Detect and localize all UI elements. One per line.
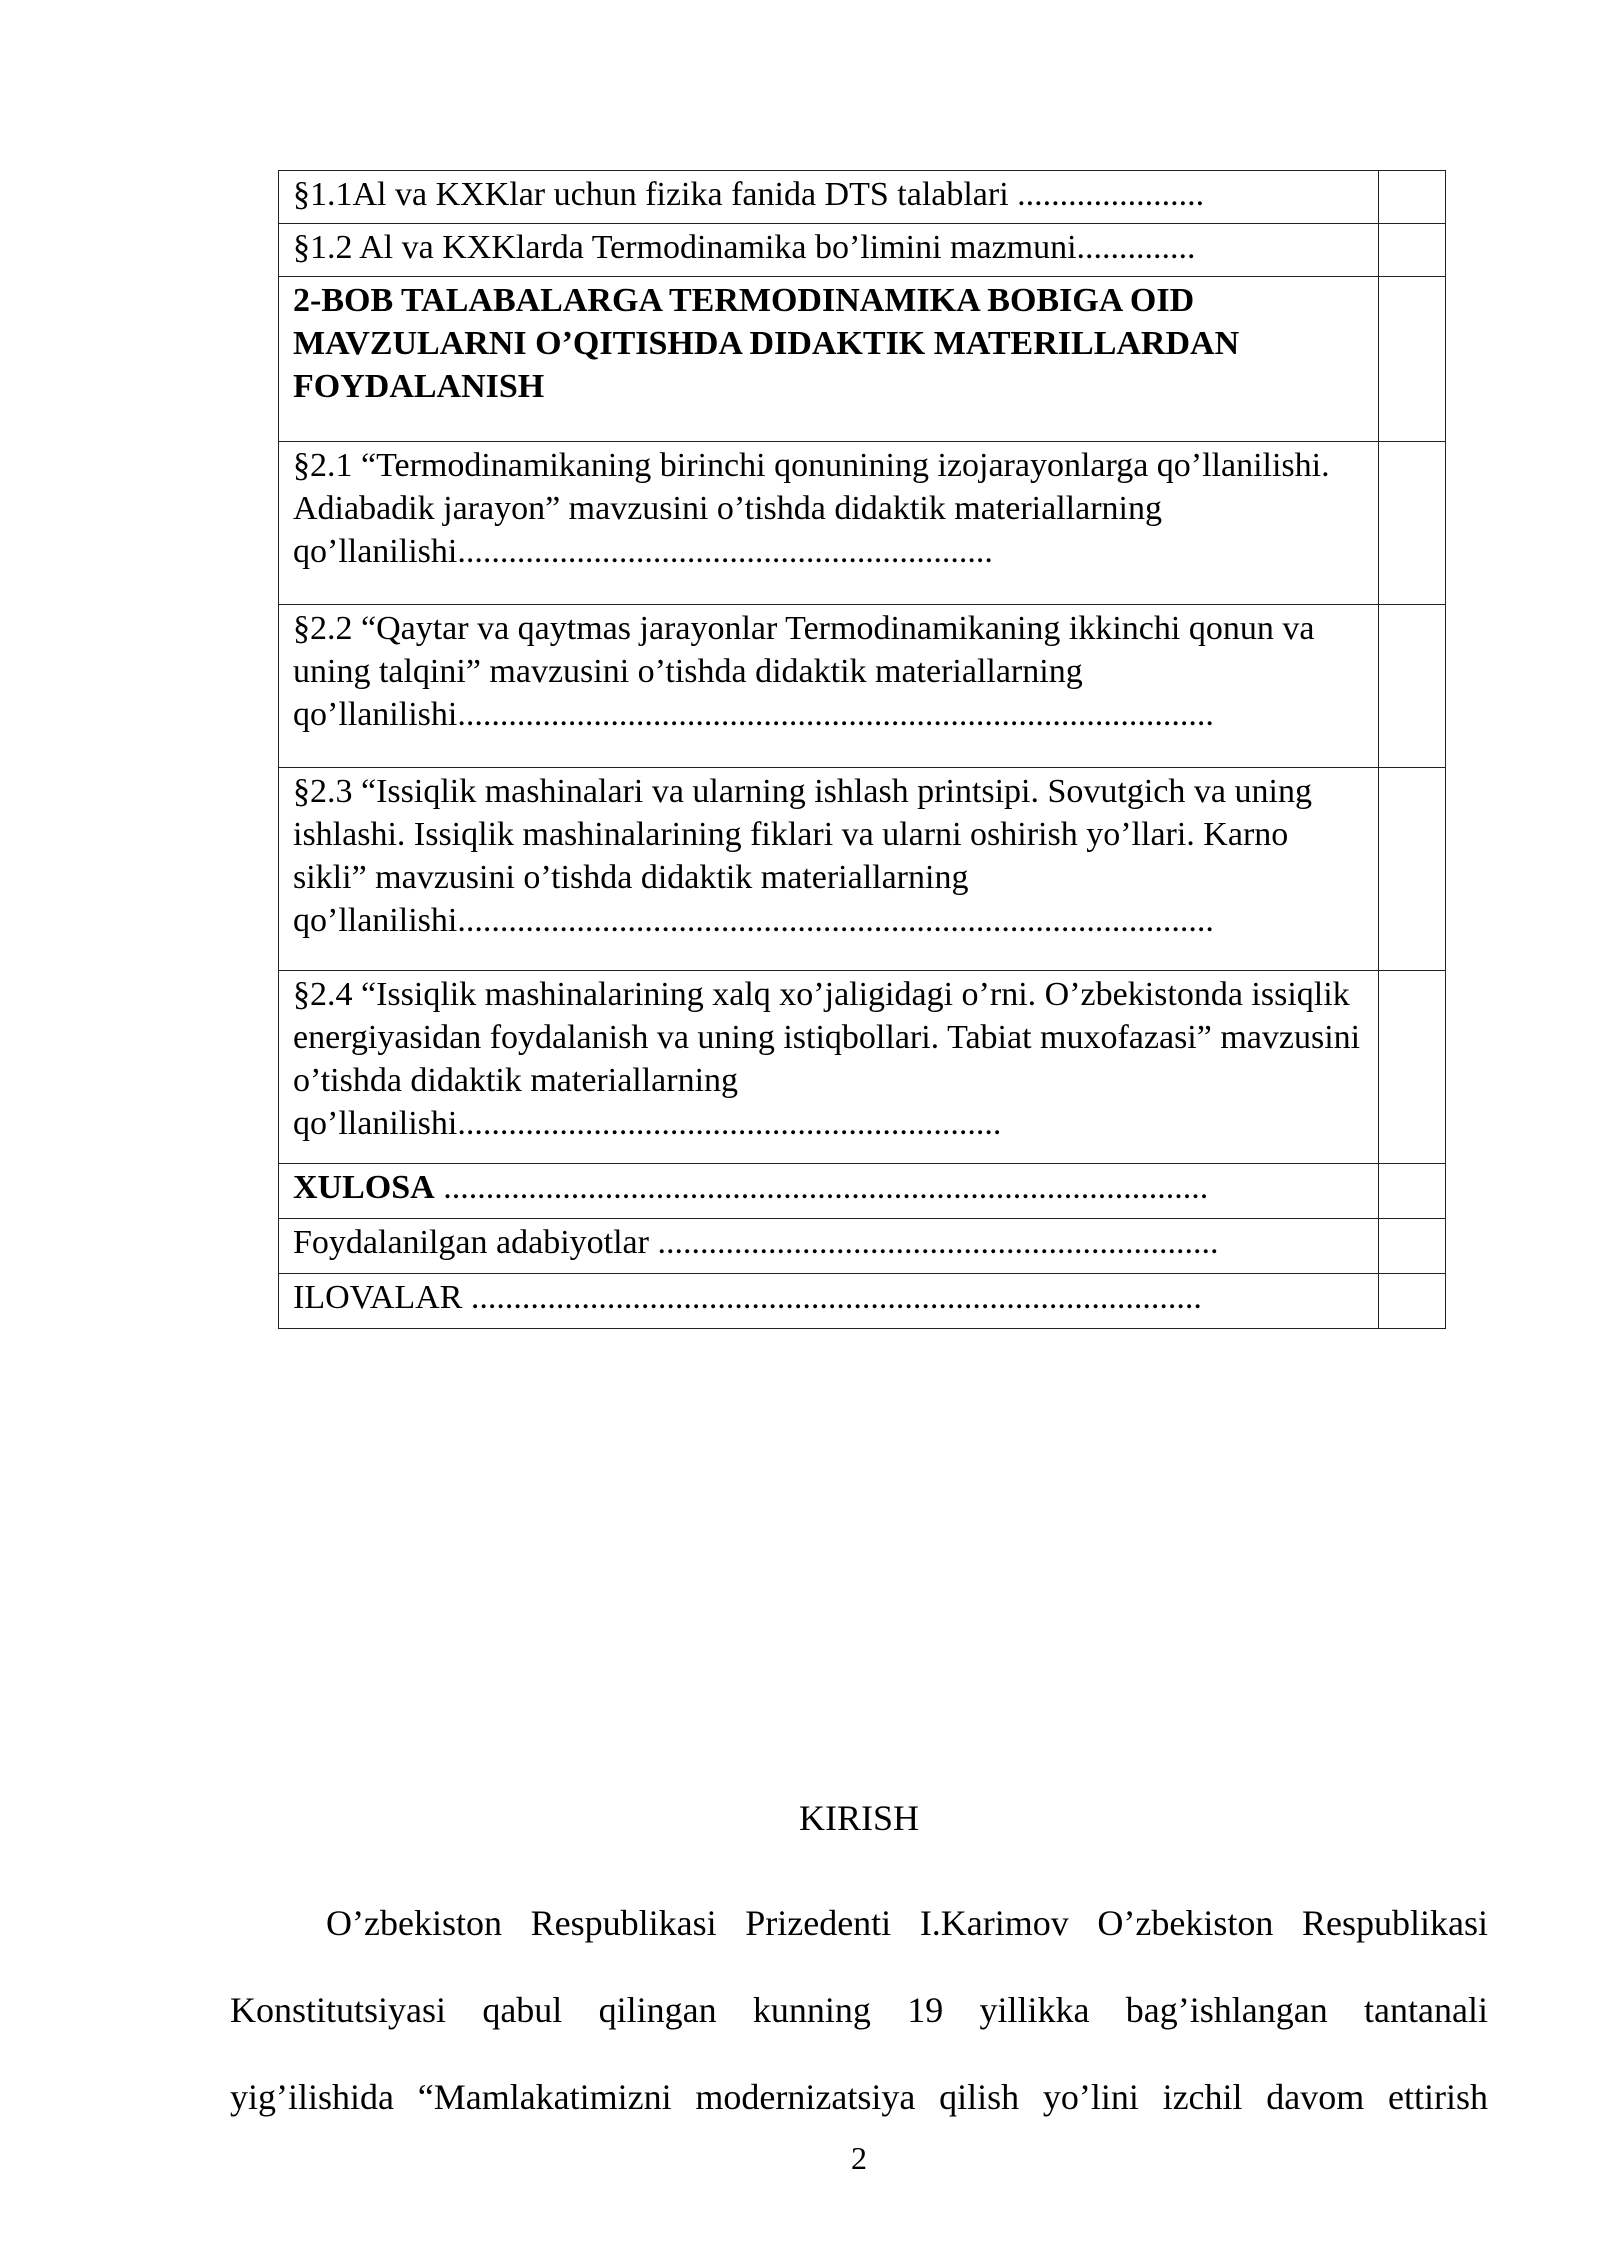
toc-row [279, 1274, 1446, 1329]
toc-entry-1-2: §1.2 Al va KXKlarda Termodinamika bo’limini mazmuni.............. [279, 224, 1379, 277]
page-number: 2 [851, 2140, 867, 2176]
paragraph-line: Konstitutsiyasi qabul qilingan kunning 19 yillikka bag’ishlangan tantanali [230, 1990, 1488, 2030]
table-of-contents [278, 170, 1446, 1329]
toc-page-cell [1379, 971, 1446, 1164]
toc-row [279, 971, 1446, 1164]
toc-entry-2-4: §2.4 “Issiqlik mashinalarining xalq xo’jaligidagi o’rni. O’zbekistonda issiqlik energiyasidan foydalanish va uning istiqbollari. Tabiat muxofazasi” mavzusini o’tishda didaktik materiallarning qo’llanilishi................................................................ [279, 971, 1379, 1164]
toc-xulosa-label: XULOSA [293, 1169, 435, 1206]
toc-entry-appendices: ILOVALAR ...................................................................................... [279, 1274, 1379, 1329]
toc-row [279, 768, 1446, 971]
toc-entry-references: Foydalanilgan adabiyotlar .................................................................. [279, 1219, 1379, 1274]
toc-page-cell [1379, 1219, 1446, 1274]
section-heading-kirish: KIRISH [798, 1798, 919, 1838]
toc-row [279, 171, 1446, 224]
toc-row [279, 224, 1446, 277]
toc-entry-1-1: §1.1Al va KXKlar uchun fizika fanida DTS talablari ...................... [279, 171, 1379, 224]
toc-page-cell [1379, 224, 1446, 277]
toc-page-cell [1379, 768, 1446, 971]
toc-page-cell [1379, 605, 1446, 768]
toc-page-cell [1379, 442, 1446, 605]
toc-entry-xulosa [279, 1164, 1379, 1219]
toc-row [279, 1164, 1446, 1219]
toc-xulosa-leader: .......................................................................................... [434, 1169, 1209, 1206]
toc-entry-2-1: §2.1 “Termodinamikaning birinchi qonunining izojarayonlarga qo’llanilishi. Adiabadik jarayon” mavzusini o’tishda didaktik materiallarning qo’llanilishi............................................................... [279, 442, 1379, 605]
paragraph-line: yig’ilishida “Mamlakatimizni modernizatsiya qilish yo’lini izchil davom ettirish [230, 2077, 1488, 2117]
toc-page-cell [1379, 277, 1446, 442]
toc-page-cell [1379, 171, 1446, 224]
toc-row [279, 605, 1446, 768]
toc-chapter-2-heading: 2-BOB TALABALARGA TERMODINAMIKA BOBIGA OID MAVZULARNI O’QITISHDA DIDAKTIK MATERILLARDAN FOYDALANISH [279, 277, 1379, 442]
paragraph-line: O’zbekiston Respublikasi Prizedenti I.Karimov O’zbekiston Respublikasi [326, 1903, 1488, 1943]
intro-paragraph [230, 1880, 1488, 2141]
toc-row [279, 442, 1446, 605]
toc-entry-2-2: §2.2 “Qaytar va qaytmas jarayonlar Termodinamikaning ikkinchi qonun va uning talqini” mavzusini o’tishda didaktik materiallarning qo’llanilishi......................................................................................... [279, 605, 1379, 768]
toc-entry-2-3: §2.3 “Issiqlik mashinalari va ularning ishlash printsipi. Sovutgich va uning ishlashi. Issiqlik mashinalarining fiklari va ularni oshirish yo’llari. Karno sikli” mavzusini o’tishda didaktik materiallarning qo’llanilishi......................................................................................... [279, 768, 1379, 971]
toc-page-cell [1379, 1274, 1446, 1329]
toc-row [279, 1219, 1446, 1274]
toc-row [279, 277, 1446, 442]
toc-page-cell [1379, 1164, 1446, 1219]
